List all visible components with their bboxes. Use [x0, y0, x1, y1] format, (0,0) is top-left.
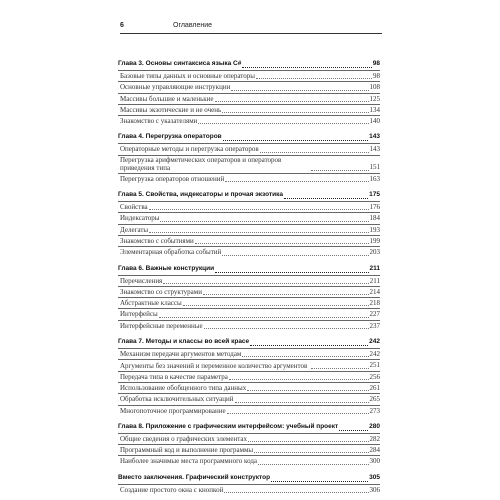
- entry-title: Аргументы без значений и переменное количество аргументов: [120, 362, 308, 371]
- entry-page: 134: [369, 105, 380, 114]
- entry-page: 282: [369, 434, 380, 443]
- entry-page: 176: [369, 203, 380, 212]
- entry-title: Базовые типы данных и основные операторы: [120, 72, 255, 80]
- dot-leader: [311, 170, 369, 171]
- entry-page: 163: [369, 174, 380, 183]
- entry-title: Абстрактные классы: [120, 299, 182, 308]
- dot-leader: [248, 441, 369, 442]
- entry-page: 193: [369, 225, 380, 234]
- chapter-page: 242: [369, 338, 380, 346]
- toc-chapter: [118, 263, 380, 331]
- toc-entry[interactable]: [118, 359, 380, 370]
- entry-title: Знакомство со структурами: [120, 287, 202, 296]
- entry-page: 184: [369, 214, 380, 223]
- entry-title: Массивы большие и маленькие: [120, 94, 214, 103]
- dot-leader: [235, 402, 369, 403]
- toc-entry[interactable]: [118, 70, 380, 81]
- toc-entry[interactable]: [118, 444, 380, 455]
- entry-page: 273: [369, 406, 380, 415]
- chapter-title: Глава 7. Методы и классы во всей красе: [118, 338, 250, 346]
- chapter-title: Вместо заключения. Графический конструктор: [118, 473, 271, 481]
- entry-page: 98: [373, 72, 380, 80]
- toc-entry[interactable]: [118, 81, 380, 92]
- dot-leader: [311, 368, 369, 369]
- entry-page: 256: [369, 372, 380, 381]
- entry-title: Массивы экзотические и не очень: [120, 105, 222, 114]
- entry-title: Индексаторы: [120, 214, 160, 223]
- table-of-contents: [118, 58, 380, 500]
- entry-title: Перечисления: [120, 276, 163, 285]
- entry-title: Перегрузка операторов отношений: [120, 174, 225, 183]
- entry-title: Передача типа в качестве параметра: [120, 372, 228, 381]
- dot-leader: [223, 140, 368, 141]
- running-header: [120, 22, 382, 36]
- toc-entry[interactable]: [118, 348, 380, 359]
- header-rule: [120, 33, 382, 34]
- dot-leader: [163, 283, 368, 284]
- dot-leader: [204, 328, 369, 329]
- toc-chapter: [118, 336, 380, 416]
- entry-title: Основные управляющие инструкции: [120, 83, 231, 92]
- entry-page: 227: [369, 310, 380, 319]
- entry-title: Знакомство с событиями: [120, 236, 194, 245]
- entry-title: Создание простого окна с кнопкой: [120, 485, 224, 494]
- entry-page: 218: [369, 299, 380, 308]
- dot-leader: [183, 305, 369, 306]
- dot-leader: [160, 221, 368, 222]
- dot-leader: [159, 317, 369, 318]
- chapter-heading[interactable]: [118, 421, 380, 433]
- dot-leader: [215, 101, 369, 102]
- dot-leader: [256, 78, 372, 79]
- chapter-page: 175: [369, 191, 380, 199]
- dot-leader: [229, 379, 369, 380]
- entry-title: Перегрузка арифметических операторов и операторов приведения типа: [120, 155, 282, 173]
- entry-title: Элементарная обработка событий: [120, 248, 222, 257]
- entry-title: Наиболее значимые места программного кода: [120, 457, 258, 466]
- toc-entry[interactable]: [118, 201, 380, 212]
- toc-entry[interactable]: [118, 93, 380, 104]
- toc-entry[interactable]: [118, 224, 380, 235]
- entry-page: 151: [369, 163, 380, 172]
- chapter-title: Глава 3. Основы синтаксиса языка C#: [118, 60, 242, 67]
- toc-entry[interactable]: [118, 393, 380, 404]
- chapter-page: 143: [369, 133, 380, 141]
- entry-page: 203: [369, 248, 380, 257]
- toc-chapter: [118, 472, 380, 495]
- dot-leader: [198, 123, 368, 124]
- chapter-heading[interactable]: [118, 336, 380, 348]
- dot-leader: [215, 272, 368, 273]
- toc-entry[interactable]: [118, 212, 380, 223]
- entry-page: 242: [369, 350, 380, 359]
- dot-leader: [195, 243, 369, 244]
- entry-title: Свойства: [120, 203, 148, 212]
- chapter-page: 280: [369, 422, 380, 430]
- entry-title: Обработка исключительных ситуаций: [120, 395, 234, 404]
- dot-leader: [203, 294, 369, 295]
- entry-page: 108: [369, 83, 380, 92]
- dot-leader: [242, 67, 371, 68]
- toc-entry[interactable]: [118, 275, 380, 286]
- entry-title: Общие сведения о графических элементах: [120, 434, 247, 443]
- chapter-title: Глава 4. Перегрузка операторов: [118, 133, 222, 141]
- toc-entry[interactable]: [118, 484, 380, 495]
- entry-page: 306: [369, 485, 380, 494]
- page-number: 6: [120, 22, 124, 29]
- toc-entry[interactable]: [118, 104, 380, 115]
- toc-entry[interactable]: [118, 371, 380, 382]
- dot-leader: [284, 198, 368, 199]
- dot-leader: [247, 390, 368, 391]
- running-title: Оглавление: [173, 22, 213, 29]
- entry-title: Операторные методы и перегрузка операторов: [120, 145, 259, 154]
- toc-entry[interactable]: [118, 115, 380, 126]
- toc-chapter: [118, 131, 380, 184]
- toc-entry[interactable]: [118, 173, 380, 184]
- toc-entry[interactable]: [118, 455, 380, 466]
- toc-entry[interactable]: [118, 155, 380, 173]
- dot-leader: [258, 464, 368, 465]
- dot-leader: [254, 452, 368, 453]
- chapter-page: 98: [372, 60, 380, 67]
- dot-leader: [227, 413, 369, 414]
- entry-page: 214: [369, 287, 380, 296]
- toc-entry[interactable]: [118, 308, 380, 319]
- toc-entry[interactable]: [118, 286, 380, 297]
- chapter-heading[interactable]: [118, 131, 380, 143]
- chapter-heading[interactable]: [118, 472, 380, 484]
- entry-page: 125: [369, 94, 380, 103]
- entry-page: 140: [369, 117, 380, 126]
- dot-leader: [231, 90, 368, 91]
- entry-page: 265: [369, 395, 380, 404]
- chapter-heading[interactable]: [118, 189, 380, 201]
- chapter-title: Глава 8. Приложение с графическим интерфейсом: учебный проект: [118, 422, 339, 430]
- dot-leader: [222, 112, 368, 113]
- entry-page: 251: [369, 361, 380, 370]
- chapter-page: 305: [369, 473, 380, 481]
- entry-title: Делегаты: [120, 225, 149, 234]
- toc-entry[interactable]: [118, 433, 380, 444]
- toc-entry[interactable]: [118, 405, 380, 416]
- dot-leader: [260, 152, 369, 153]
- entry-page: 300: [369, 457, 380, 466]
- toc-entry[interactable]: [118, 246, 380, 257]
- chapter-heading[interactable]: [118, 263, 380, 275]
- chapter-heading[interactable]: [118, 58, 380, 70]
- dot-leader: [149, 209, 369, 210]
- dot-leader: [222, 255, 368, 256]
- entry-title: Интерфейсы: [120, 310, 158, 319]
- entry-title: Знакомство с указателями: [120, 117, 198, 126]
- entry-title: Использование обобщенного типа данных: [120, 383, 247, 392]
- toc-chapter: [118, 189, 380, 257]
- entry-title: Многопоточное программирование: [120, 406, 226, 415]
- chapter-title: Глава 6. Важные конструкции: [118, 264, 215, 272]
- entry-page: 261: [369, 383, 380, 392]
- toc-chapter: [118, 58, 380, 126]
- entry-page: 284: [369, 446, 380, 455]
- entry-title: Программный код и выполнение программы: [120, 446, 254, 455]
- toc-entry[interactable]: [118, 143, 380, 154]
- chapter-title: Глава 5. Свойства, индексаторы и прочая экзотика: [118, 191, 283, 199]
- toc-chapter: [118, 421, 380, 467]
- dot-leader: [339, 430, 368, 431]
- dot-leader: [242, 356, 368, 357]
- toc-entry[interactable]: [118, 297, 380, 308]
- dot-leader: [271, 481, 368, 482]
- entry-page: 237: [369, 321, 380, 330]
- toc-entry[interactable]: [118, 320, 380, 331]
- dot-leader: [225, 181, 368, 182]
- toc-entry[interactable]: [118, 382, 380, 393]
- entry-page: 143: [369, 145, 380, 154]
- dot-leader: [149, 232, 368, 233]
- dot-leader: [250, 345, 368, 346]
- entry-page: 199: [369, 236, 380, 245]
- toc-entry[interactable]: [118, 235, 380, 246]
- entry-title: Интерфейсные переменные: [120, 321, 203, 330]
- entry-title: Механизм передачи аргументов методам: [120, 350, 242, 359]
- chapter-page: 211: [369, 264, 380, 272]
- dot-leader: [224, 492, 368, 493]
- entry-page: 211: [369, 276, 380, 285]
